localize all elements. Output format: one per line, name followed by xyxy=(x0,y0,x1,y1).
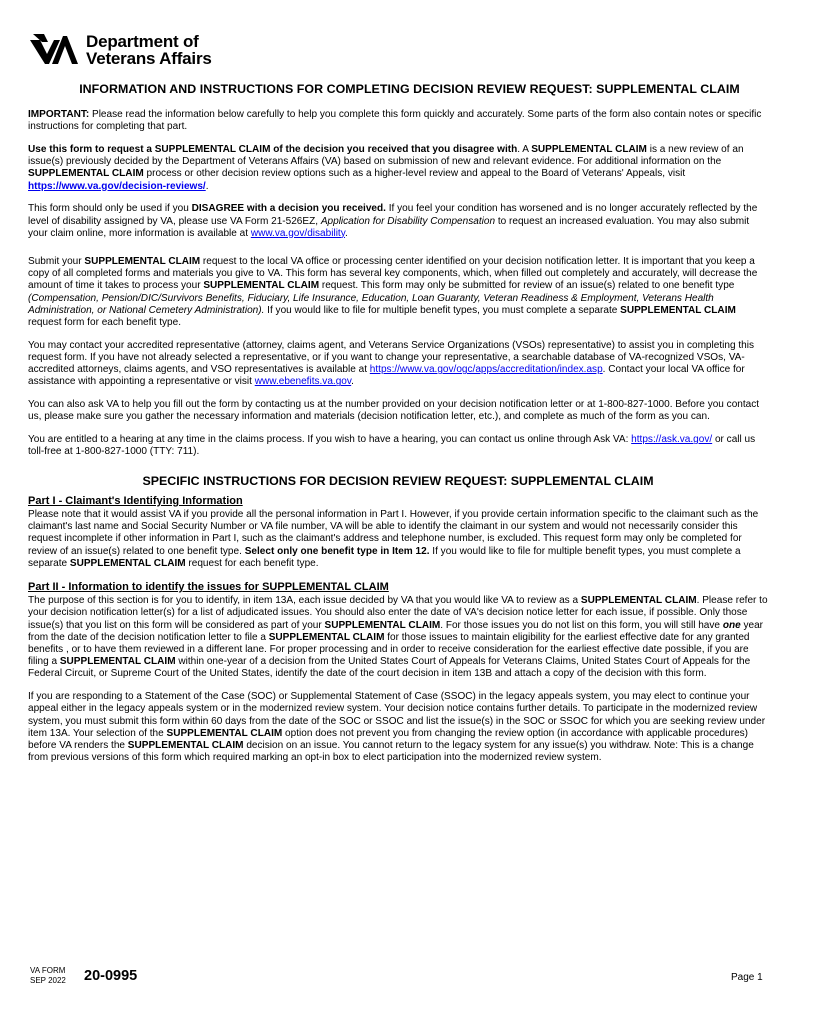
part-2-heading: Part II - Information to identify the issues for SUPPLEMENTAL CLAIM xyxy=(28,581,389,594)
bold-text: SUPPLEMENTAL CLAIM xyxy=(59,656,176,668)
va-logo-icon xyxy=(30,32,78,68)
disability-link[interactable]: www.va.gov/disability xyxy=(250,227,345,239)
instructions-body xyxy=(28,109,768,775)
text: Submit your xyxy=(28,256,85,268)
text: option does not prevent you from changing the review option (in accordance with applicable procedures) before VA renders the xyxy=(28,727,749,752)
text: . A xyxy=(517,144,532,155)
text: Please note that it would assist VA if you provide all the personal information in Part I. However, if you provide certain information specific to the claimant such as the claimant's last name and Social Security Number or VA file number, VA will be able to identify the claimant in our system and would not necessarily consider this request incomplete if other information in Part I, such as the claimant's address and telephone number, is excluded. This request form may only be completed for review of an issue(s) related to one benefit type. xyxy=(28,509,759,557)
ebenefits-link[interactable]: www.ebenefits.va.gov xyxy=(254,376,352,388)
bold-text: DISAGREE with a decision you received. xyxy=(191,203,386,215)
ask-va-link[interactable]: https://ask.va.gov/ xyxy=(631,434,713,446)
bold-text: SUPPLEMENTAL CLAIM xyxy=(620,304,736,316)
representative-paragraph xyxy=(28,340,768,389)
text: The purpose of this section is for you to identify, in item 13A, each issue decided by VA that you would like VA to review as a xyxy=(28,595,581,607)
logo-line-1: Department of xyxy=(86,32,199,51)
important-label: IMPORTANT: xyxy=(28,109,90,120)
accreditation-link[interactable]: https://www.va.gov/ogc/apps/accreditation/index.asp xyxy=(369,364,603,376)
footer-form-label: VA FORM xyxy=(30,966,66,975)
text: for those issues to maintain eligibility for the earliest effective date for any granted benefits , or to have them reviewed in a different lane. For proper processing and in order to receive consideration for the earliest effective date possible, if you are filing a xyxy=(28,631,750,668)
bold-text: SUPPLEMENTAL CLAIM xyxy=(203,280,320,292)
text: You are entitled to a hearing at any time in the claims process. If you wish to have a hearing, you can contact us online through Ask VA: xyxy=(28,434,632,446)
bold-text: SUPPLEMENTAL CLAIM xyxy=(69,557,186,569)
text: process or other decision review options such as a higher-level review and appeal to the Board of Veterans' Appeals, visit xyxy=(143,168,686,180)
text: If you would like to file for multiple benefit types, you must complete a separate xyxy=(264,304,621,316)
bold-text: SUPPLEMENTAL CLAIM xyxy=(166,727,283,739)
va-wordmark xyxy=(86,33,212,67)
text: or call us toll-free at 1-800-827-1000 (TTY: 711). xyxy=(28,434,756,458)
bold-text: Use this form to request a SUPPLEMENTAL CLAIM of the decision you received that you disagree with xyxy=(28,144,518,155)
logo-line-2: Veterans Affairs xyxy=(86,49,212,68)
part-1-paragraph xyxy=(28,509,768,570)
bold-text: SUPPLEMENTAL CLAIM xyxy=(28,168,144,180)
text: You can also ask VA to help you fill out the form by contacting us at the number provided on your decision notification letter or at 1-800-827-1000. Before you contact us, please make sure you gather the necessary information and materials (decision notification letter, etc.), and complete as much of the form as you can. xyxy=(28,399,760,423)
bold-text: SUPPLEMENTAL CLAIM xyxy=(580,595,697,607)
part-1-heading: Part I - Claimant's Identifying Information xyxy=(28,494,243,507)
text: request for each benefit type. xyxy=(185,557,319,569)
main-title: INFORMATION AND INSTRUCTIONS FOR COMPLETING DECISION REVIEW REQUEST: SUPPLEMENTAL CLAIM xyxy=(79,82,740,96)
form-number: 20-0995 xyxy=(84,968,138,984)
text: decision on an issue. You cannot return to the legacy system for any issue(s) you withdraw. Note: This is a change from previous versions of this form which required marking an opt-in box to elect participation into the modernized review system. xyxy=(28,740,754,764)
text: Please read the information below carefully to help you complete this form quickly and accurately. Some parts of the form also contain notes or specific instructions for completing that part. xyxy=(28,109,762,133)
italic-text: (Compensation, Pension/DIC/Survivors Benefits, Fiduciary, Life Insurance, Education, Loan Guaranty, Veteran Readiness & Employment, Veterans Health Administration, or National Cemetery Administration). xyxy=(28,292,714,316)
text: request. This form may only be submitted for review of an issue(s) related to one benefit type xyxy=(319,280,735,292)
page-number: Page 1 xyxy=(731,972,763,983)
help-paragraph xyxy=(28,399,768,423)
specific-instructions-title: SPECIFIC INSTRUCTIONS FOR DECISION REVIEW REQUEST: SUPPLEMENTAL CLAIM xyxy=(142,473,654,488)
text: is a new review of an issue(s) previously decided by the Department of Veterans Affairs (VA) based on submission of new and relevant evidence. For additional information on the xyxy=(28,144,744,168)
purpose-paragraph xyxy=(28,144,768,193)
text: . Please refer to your decision notification letter(s) for a list of adjudicated issues. You should also enter the date of VA's decision notice letter for each issue, if possible. Only those issue(s) that you list on this form will be considered as part of your xyxy=(28,595,768,631)
important-paragraph xyxy=(28,109,768,133)
submit-paragraph xyxy=(28,256,768,329)
bold-text: SUPPLEMENTAL CLAIM xyxy=(268,631,385,643)
text: If you would like to file for multiple benefit types, you must complete a separate xyxy=(28,545,741,569)
bold-text: SUPPLEMENTAL CLAIM xyxy=(84,256,201,268)
disagree-paragraph xyxy=(28,203,768,240)
footer-date: SEP 2022 xyxy=(30,975,66,985)
decision-reviews-link[interactable]: https://www.va.gov/decision-reviews/ xyxy=(28,180,206,192)
text: . Contact your local VA office for assistance with appointing a representative or visit xyxy=(28,364,745,388)
va-header xyxy=(30,30,212,70)
bold-text: Select only one benefit type in Item 12. xyxy=(244,545,430,557)
text: request form for each benefit type. xyxy=(28,317,182,329)
text: request to the local VA office or processing center identified on your decision notification letter. It is important that you keep a copy of all completed forms and materials you give to VA. This form has several key components, which, when filled out completely and accurately, will decrease the amount of time it takes to process your xyxy=(28,256,758,292)
legacy-appeals-paragraph xyxy=(28,691,768,764)
bold-text: SUPPLEMENTAL CLAIM xyxy=(531,144,647,155)
text: . xyxy=(205,180,209,192)
text: You may contact your accredited representative (attorney, claims agent, and Veterans Service Organizations (VSOs) representative) to assist you in completing this request form. If you have not already selected a representative, or if you want to change your representative, a searchable database of VA-recognized VSOs, VA-accredited attorneys, claims agents, and VSO representatives is available at xyxy=(28,339,754,376)
bold-text: SUPPLEMENTAL CLAIM xyxy=(324,619,441,631)
text: . xyxy=(351,376,354,388)
text: year from the date of the decision notification letter to file a xyxy=(28,619,764,643)
text: to request an increased evaluation. You may also submit your claim online, more information is available at xyxy=(28,215,750,239)
part-2-paragraph xyxy=(28,595,768,680)
bold-italic-text: one xyxy=(722,619,741,631)
footer-form-info xyxy=(30,966,66,985)
text: . For those issues you do not list on this form, you will still have xyxy=(440,619,723,631)
text: If you are responding to a Statement of the Case (SOC) or Supplemental Statement of Case (SSOC) in the legacy appeals system, you may elect to continue your appeal either in the legacy appeals system or in the modernized review system. Your decision notice contains further details. To participate in the modernized review system, you must submit this form within 60 days from the date of the SOC or SSOC and list the issue(s) in the SOC or SSOC for which you are seeking review under item 13A. Your selection of the xyxy=(28,691,766,739)
text: . xyxy=(345,227,348,239)
text: If you feel your condition has worsened and is no longer accurately reflected by the level of disability assigned by VA, please use VA Form 21-526EZ, xyxy=(28,203,758,227)
text: This form should only be used if you xyxy=(28,203,192,215)
italic-text: Application for Disability Compensation xyxy=(320,215,496,227)
bold-text: SUPPLEMENTAL CLAIM xyxy=(127,740,244,752)
text: within one-year of a decision from the United States Court of Appeals for Veterans Claims, United States Court of Appeals for the Federal Circuit, or Supreme Court of the United States, identify the date of the court decision in item 13B and attach a copy of the decision with this form. xyxy=(28,656,751,680)
hearing-paragraph xyxy=(28,434,768,458)
